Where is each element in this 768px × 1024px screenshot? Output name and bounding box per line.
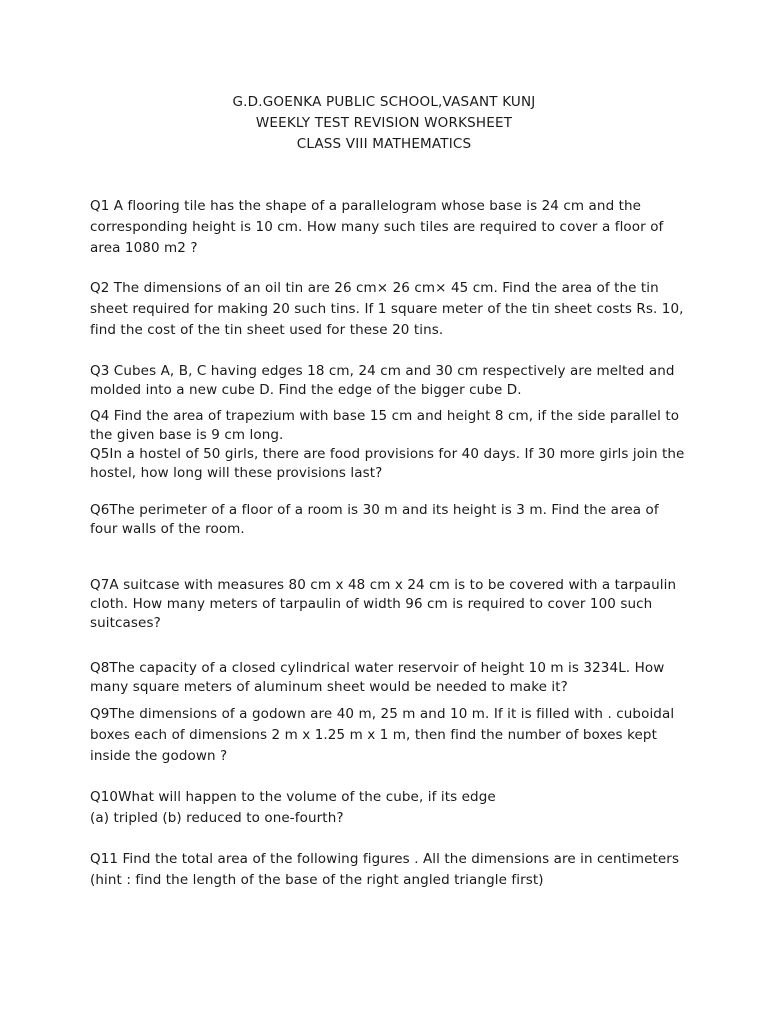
question-7 bbox=[90, 576, 690, 633]
question-6 bbox=[90, 501, 690, 539]
class-subject: CLASS VIII MATHEMATICS bbox=[296, 136, 472, 152]
question-9-text: Q9The dimensions of a godown are 40 m, 25 m and 10 m. If it is filled with . cuboidal boxes each of dimensions 2 m x 1.25 m x 1 m, then find the number of boxes kept inside the godown ? bbox=[90, 706, 675, 764]
question-3-text: Q3 Cubes A, B, C having edges 18 cm, 24 cm and 30 cm respectively are melted and molded into a new cube D. Find the edge of the bigger cube D. bbox=[90, 363, 675, 398]
worksheet-title: WEEKLY TEST REVISION WORKSHEET bbox=[255, 115, 513, 131]
question-1 bbox=[90, 196, 690, 259]
question-4 bbox=[90, 407, 690, 445]
question-10-line-2: (a) tripled (b) reduced to one-fourth? bbox=[90, 810, 344, 826]
question-11 bbox=[90, 849, 690, 891]
question-6-text: Q6The perimeter of a floor of a room is 30 m and its height is 3 m. Find the area of four walls of the room. bbox=[90, 502, 659, 537]
question-8 bbox=[90, 659, 690, 697]
question-8-text: Q8The capacity of a closed cylindrical water reservoir of height 10 m is 3234L. How many square meters of aluminum sheet would be needed to make it? bbox=[90, 660, 665, 695]
question-5-text: Q5In a hostel of 50 girls, there are food provisions for 40 days. If 30 more girls join the hostel, how long will these provisions last? bbox=[90, 446, 685, 481]
question-3 bbox=[90, 362, 690, 400]
question-10 bbox=[90, 787, 690, 829]
question-2-text: Q2 The dimensions of an oil tin are 26 cm× 26 cm× 45 cm. Find the area of the tin sheet required for making 20 such tins. If 1 square meter of the tin sheet costs Rs. 10, find the cost of the tin sheet used for these 20 tins. bbox=[90, 280, 684, 338]
school-name: G.D.GOENKA PUBLIC SCHOOL,VASANT KUNJ bbox=[232, 94, 536, 110]
question-2 bbox=[90, 278, 690, 341]
question-4-text: Q4 Find the area of trapezium with base 15 cm and height 8 cm, if the side parallel to the given base is 9 cm long. bbox=[90, 408, 680, 443]
question-11-text: Q11 Find the total area of the following figures . All the dimensions are in centimeters bbox=[90, 851, 680, 867]
question-7-text: Q7A suitcase with measures 80 cm x 48 cm x 24 cm is to be covered with a tarpaulin cloth. How many meters of tarpaulin of width 96 cm is required to cover 100 such suitcases? bbox=[90, 577, 677, 631]
question-10-line-1: Q10What will happen to the volume of the cube, if its edge bbox=[90, 789, 496, 805]
question-11-hint: (hint : find the length of the base of the right angled triangle first) bbox=[90, 872, 544, 888]
worksheet-header bbox=[0, 92, 768, 155]
question-1-text: Q1 A flooring tile has the shape of a parallelogram whose base is 24 cm and the corresponding height is 10 cm. How many such tiles are required to cover a floor of area 1080 m2 ? bbox=[90, 198, 664, 256]
question-9 bbox=[90, 704, 690, 767]
question-5 bbox=[90, 445, 690, 483]
